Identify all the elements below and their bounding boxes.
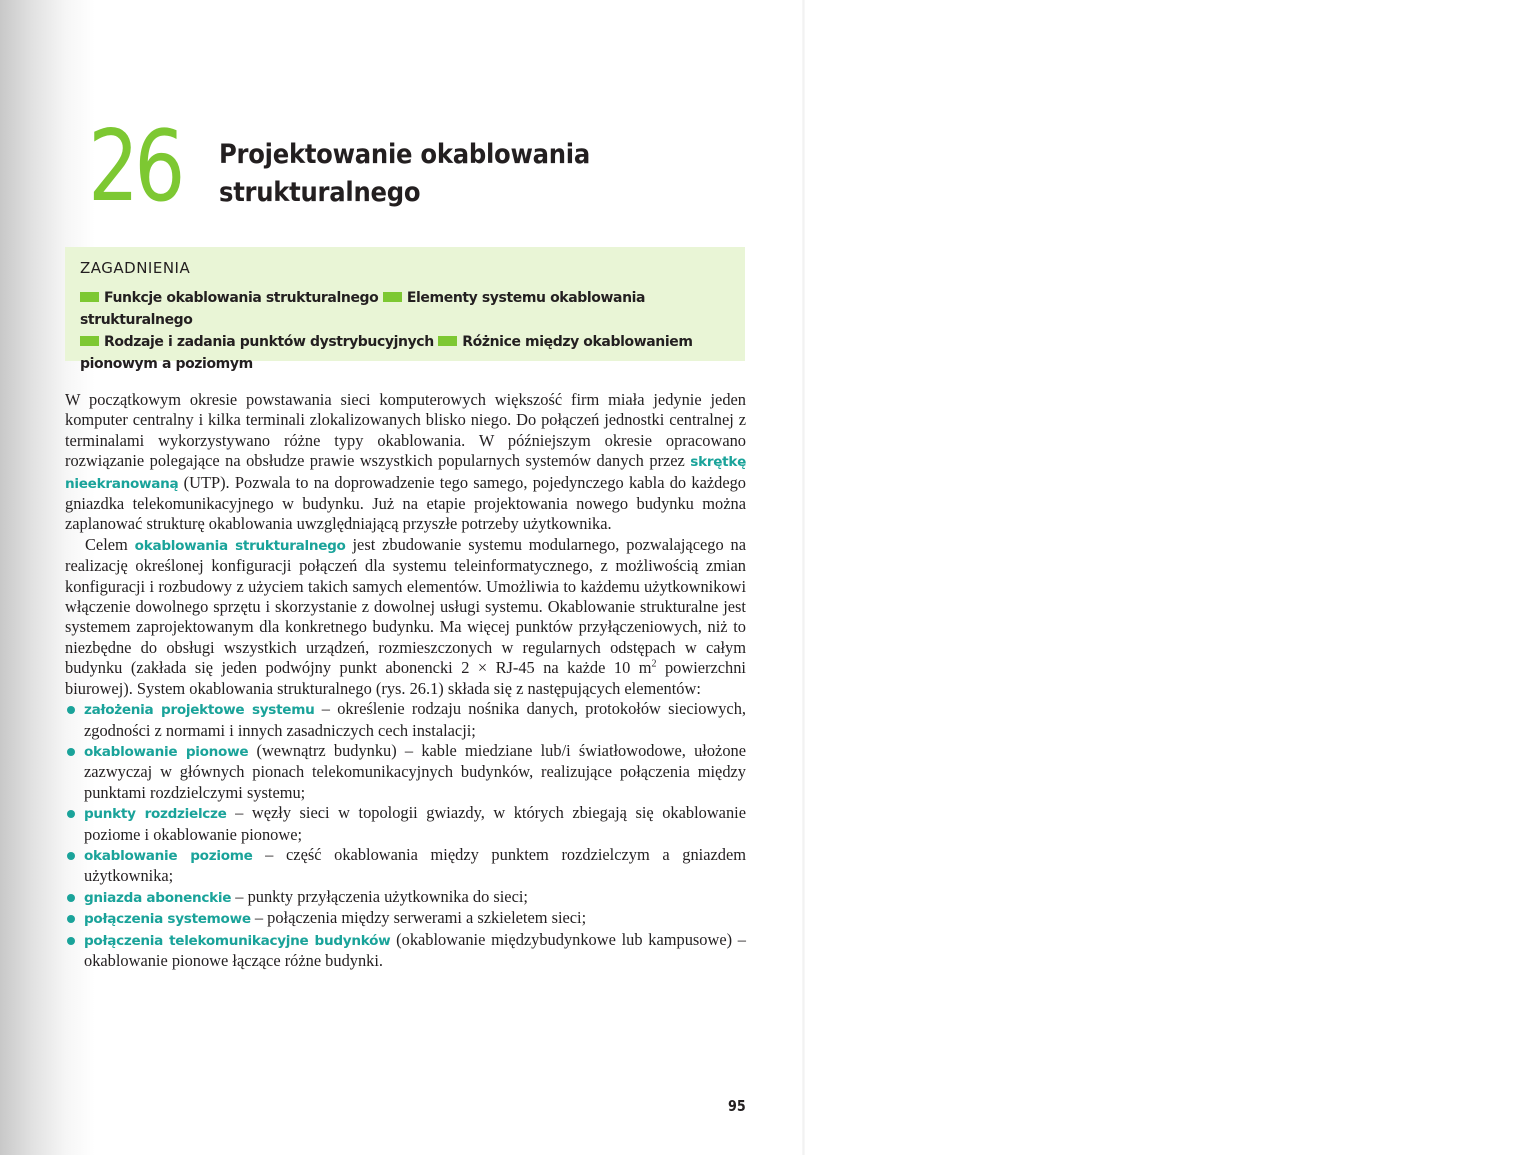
list-item: gniazda abonenckie – punkty przyłączenia użytkownika do sieci; — [65, 887, 746, 908]
topics-box — [65, 247, 745, 372]
keyword-structured-cabling: okablowania strukturalnego — [134, 537, 346, 554]
green-square-icon — [438, 336, 457, 346]
topic-item: Rodzaje i zadania punktów dystrybucyjnych — [80, 334, 434, 350]
bullet-icon — [67, 706, 75, 714]
topic-item: Różnice między okablowaniem pionowym a poziomym — [80, 334, 693, 372]
elements-list — [65, 699, 746, 971]
paragraph-purpose: Celem okablowania strukturalnego jest zbudowanie systemu modularnego, pozwalającego na realizację określonej konfiguracji połączeń dla systemu teleinformatycznego, z możliwością zmian konfiguracji i rozbudowy z użyciem takich samych elementów. Umożliwia to każdemu użytkownikowi włączenie dowolnego sprzętu i skorzystanie z dowolnej usługi systemu. Okablowanie strukturalne jest systemem zaprojektowanym dla konkretnego budynku. Ma więcej punktów przyłączeniowych, niż to niezbędne do obsługi wszystkich urządzeń, rozmieszczonych w regularnych odstępach w całym budynku (zakłada się jeden podwójny punkt abonencki 2 × RJ-45 na każde 10 $m^2$ powierzchni biurowej). System okablowania strukturalnego (rys. 26.1) składa się z następujących elementów: — [65, 534, 746, 698]
bullet-icon — [67, 915, 75, 923]
bullet-icon — [67, 937, 75, 945]
bullet-icon — [67, 894, 75, 902]
topics-list — [80, 287, 740, 375]
bullet-icon — [67, 748, 75, 756]
list-item: okablowanie poziome – część okablowania między punktem rozdzielczym a gniazdem użytkownika; — [65, 845, 746, 887]
list-item: założenia projektowe systemu – określenie rodzaju nośnika danych, protokołów sieciowych, zgodności z normami i innych zasadniczych cech instalacji; — [65, 699, 746, 741]
chapter-title: Projektowanie okablowania strukturalnego — [219, 139, 590, 208]
keyword-utp: skrętkę nieekranowaną — [65, 454, 746, 492]
bullet-icon — [67, 810, 75, 818]
list-item: okablowanie pionowe (wewnątrz budynku) – kable miedziane lub/i światłowodowe, ułożone zazwyczaj w głównych pionach telekomunikacyjnych budynków, realizujące połączenia między punktami rozdzielczymi systemu; — [65, 741, 746, 803]
topic-item: Elementy systemu okablowania strukturalnego — [80, 290, 646, 328]
bullet-icon — [67, 852, 75, 860]
chapter-number: 26 — [88, 110, 181, 224]
green-square-icon — [80, 336, 99, 346]
superscript: 2 — [651, 658, 657, 670]
list-item: połączenia systemowe – połączenia między serwerami a szkieletem sieci; — [65, 908, 746, 929]
green-square-icon — [80, 292, 99, 302]
body-text — [65, 390, 746, 971]
right-page-blank — [805, 0, 1536, 1155]
green-square-icon — [383, 292, 402, 302]
topic-item: Funkcje okablowania strukturalnego — [80, 290, 378, 306]
page-number: 95 — [728, 1097, 746, 1115]
list-item: punkty rozdzielcze – węzły sieci w topologii gwiazdy, w których zbiegają się okablowanie poziome i okablowanie pionowe; — [65, 803, 746, 845]
topics-heading: ZAGADNIENIA — [80, 259, 191, 277]
paragraph-intro: W początkowym okresie powstawania sieci komputerowych większość firm miała jedynie jeden komputer centralny i kilka terminali zlokalizowanych blisko niego. Do połączeń jednostki centralnej z terminalami wykorzystywano różne typy okablowania. W późniejszym okresie opracowano rozwiązanie polegające na obsłudze prawie wszystkich popularnych systemów danych przez skrętkę nieekranowaną (UTP). Pozwala to na doprowadzenie tego samego, pojedynczego kabla do każdego gniazdka telekomunikacyjnego w budynku. Już na etapie projektowania nowego budynku można zaplanować strukturę okablowania uwzględniającą przyszłe potrzeby użytkownika. — [65, 390, 746, 534]
list-item: połączenia telekomunikacyjne budynków (okablowanie międzybudynkowe lub kampusowe) – okablowanie pionowe łączące różne budynki. — [65, 930, 746, 972]
